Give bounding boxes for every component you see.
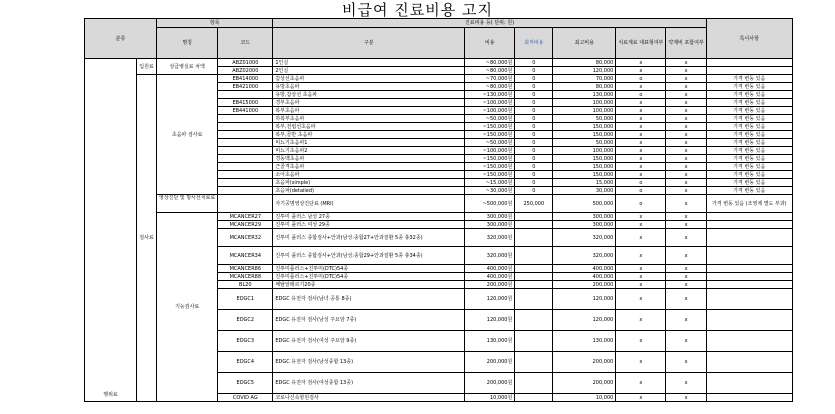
header-name: 명칭: [157, 28, 218, 59]
cell-cost: 320,000원: [465, 229, 515, 247]
cell-min: 0: [515, 59, 553, 67]
cell-code: MCANCER27: [218, 213, 273, 221]
cell-max: 120,000: [553, 310, 616, 331]
cell-note: 가격 변동 있음: [706, 139, 792, 147]
cell-division: 비뇨기초음파2: [273, 147, 465, 155]
cell-note: [706, 394, 792, 402]
cell-division: 코로나신속항원검사: [273, 394, 465, 402]
cell-division: 메탈알레르기20종: [273, 281, 465, 289]
cell-division: 하복부초음파: [273, 115, 465, 123]
cell-cost: ~100,000원: [465, 107, 515, 115]
cell-code: EDGC5: [218, 373, 273, 394]
cell-cost: ~80,000원: [465, 83, 515, 91]
cell-drug: x: [666, 310, 706, 331]
cell-rep: x: [616, 99, 666, 107]
cell-max: 50,000: [553, 139, 616, 147]
cell-rep: x: [616, 131, 666, 139]
cell-max: 200,000: [553, 373, 616, 394]
category-admission: 입원료: [137, 59, 157, 75]
cell-code: MCANCER88: [218, 273, 273, 281]
cell-code: EB421000: [218, 83, 273, 91]
cell-max: 80,000: [553, 83, 616, 91]
cell-cost: 130,000원: [465, 331, 515, 352]
cell-code: COVID AG: [218, 394, 273, 402]
cell-max: 150,000: [553, 123, 616, 131]
cell-rep: x: [616, 352, 666, 373]
cell-rep: x: [616, 289, 666, 310]
cell-cost: ~500,000원: [465, 195, 515, 213]
cell-cost: 300,000원: [465, 221, 515, 229]
cell-drug: x: [666, 91, 706, 99]
cell-max: 320,000: [553, 229, 616, 247]
cell-min: 0: [515, 187, 553, 195]
cell-drug: x: [666, 373, 706, 394]
cell-division: 경동맥초음파: [273, 155, 465, 163]
cell-max: 300,000: [553, 221, 616, 229]
name-room: 상급병실료 차액: [157, 59, 218, 75]
cell-rep: x: [616, 163, 666, 171]
cell-min: 0: [515, 163, 553, 171]
cell-code: BL20: [218, 281, 273, 289]
cell-drug: x: [666, 273, 706, 281]
cell-rep: x: [616, 221, 666, 229]
header-max-cost: 최고비용: [553, 28, 616, 59]
cell-min: 0: [515, 91, 553, 99]
cell-division: EDGC 유전자 검사(남성 주요암 7종): [273, 310, 465, 331]
cell-division: 2인실: [273, 67, 465, 75]
cell-drug: x: [666, 179, 706, 187]
cell-min: 0: [515, 139, 553, 147]
cell-note: [706, 289, 792, 310]
cell-cost: ~30,000원: [465, 187, 515, 195]
cell-rep: x: [616, 147, 666, 155]
cell-note: 가격 변동 있음: [706, 155, 792, 163]
cell-min: [515, 221, 553, 229]
cell-drug: x: [666, 352, 706, 373]
cell-drug: x: [666, 289, 706, 310]
cell-min: 0: [515, 131, 553, 139]
cell-drug: x: [666, 213, 706, 221]
cell-rep: o: [616, 187, 666, 195]
cell-code: EDGC3: [218, 331, 273, 352]
cell-code: [218, 195, 273, 213]
cell-division: 복부,골반 초음파: [273, 131, 465, 139]
cell-min: [515, 373, 553, 394]
cell-drug: x: [666, 99, 706, 107]
cell-division: EDGC 유전자 검사(남녀 공통 8종): [273, 289, 465, 310]
header-min-cost: 최저비용: [515, 28, 553, 59]
cell-drug: x: [666, 123, 706, 131]
cell-note: 가격 변동 있음: [706, 187, 792, 195]
cell-drug: x: [666, 107, 706, 115]
cell-min: 0: [515, 115, 553, 123]
cell-note: [706, 310, 792, 331]
cell-rep: x: [616, 331, 666, 352]
cell-drug: x: [666, 187, 706, 195]
cell-cost: ~150,000원: [465, 123, 515, 131]
cell-min: [515, 281, 553, 289]
table-row: [85, 59, 793, 67]
cell-cost: ~50,000원: [465, 115, 515, 123]
cell-max: 100,000: [553, 99, 616, 107]
cell-division: 갑상선초음파: [273, 75, 465, 83]
cell-drug: x: [666, 155, 706, 163]
cell-min: [515, 352, 553, 373]
cell-drug: x: [666, 163, 706, 171]
cell-code: [218, 163, 273, 171]
cell-rep: o: [616, 179, 666, 187]
cell-min: 250,000: [515, 195, 553, 213]
cell-note: 가격 변동 있음: [706, 99, 792, 107]
cell-cost: ~80,000원: [465, 59, 515, 67]
cell-cost: 300,000원: [465, 213, 515, 221]
cell-max: 200,000: [553, 281, 616, 289]
cell-division: 초음파(simple): [273, 179, 465, 187]
cell-rep: x: [616, 373, 666, 394]
header-cost: 비용: [465, 28, 515, 59]
cell-rep: x: [616, 115, 666, 123]
header-cost-group: 진료비용 등( 단위: 원): [273, 19, 706, 28]
cell-drug: x: [666, 115, 706, 123]
cell-note: 가격 변동 있음: [706, 163, 792, 171]
cell-rep: o: [616, 91, 666, 99]
cell-cost: 200,000원: [465, 373, 515, 394]
cell-rep: o: [616, 75, 666, 83]
cell-code: EB415000: [218, 99, 273, 107]
cell-note: [706, 221, 792, 229]
cell-division: 복부,전립선초음파: [273, 123, 465, 131]
cell-code: [218, 171, 273, 179]
cell-code: [218, 115, 273, 123]
cell-note: 가격 변동 있음: [706, 123, 792, 131]
name-functional: 기능검사료: [157, 213, 218, 402]
cell-cost: 200,000원: [465, 281, 515, 289]
cell-note: 가격 변동 있음: [706, 179, 792, 187]
cell-rep: x: [616, 273, 666, 281]
cell-code: ABZ01000: [218, 59, 273, 67]
cell-max: 15,000: [553, 179, 616, 187]
cell-drug: x: [666, 247, 706, 265]
category-exam: 검사료: [137, 75, 157, 402]
cell-drug: x: [666, 229, 706, 247]
cell-max: 500,000: [553, 195, 616, 213]
cell-max: 150,000: [553, 155, 616, 163]
cell-division: 진투미플러스+진투미(DTC)54종: [273, 273, 465, 281]
cell-code: [218, 123, 273, 131]
cell-rep: x: [616, 107, 666, 115]
cell-cost: 400,000원: [465, 273, 515, 281]
cell-division: 유방,갑상선 초음파: [273, 91, 465, 99]
cell-max: 120,000: [553, 67, 616, 75]
cell-max: 30,000: [553, 187, 616, 195]
cell-drug: x: [666, 59, 706, 67]
cell-cost: 320,000원: [465, 247, 515, 265]
cell-cost: ~130,000원: [465, 91, 515, 99]
cell-rep: x: [616, 229, 666, 247]
cell-code: EDGC4: [218, 352, 273, 373]
cell-max: 130,000: [553, 331, 616, 352]
cell-rep: x: [616, 171, 666, 179]
cell-max: 200,000: [553, 352, 616, 373]
cell-max: 70,000: [553, 75, 616, 83]
cell-note: 가격 변동 있음: [706, 107, 792, 115]
cell-cost: ~150,000원: [465, 163, 515, 171]
cell-cost: 10,000원: [465, 394, 515, 402]
cell-division: 진투미 플러스 남성 27종: [273, 213, 465, 221]
cell-cost: ~150,000원: [465, 131, 515, 139]
cell-min: 0: [515, 107, 553, 115]
cell-cost: 200,000원: [465, 352, 515, 373]
cell-min: 0: [515, 155, 553, 163]
cell-drug: x: [666, 195, 706, 213]
cell-min: [515, 310, 553, 331]
cell-code: MCANCER34: [218, 247, 273, 265]
cell-min: 0: [515, 83, 553, 91]
cell-cost: ~100,000원: [465, 147, 515, 155]
cell-note: 가격 변동 있음: [706, 91, 792, 99]
cell-drug: x: [666, 75, 706, 83]
cell-code: [218, 187, 273, 195]
cell-division: 근골격초음파: [273, 163, 465, 171]
cell-note: [706, 373, 792, 394]
cell-max: 400,000: [553, 265, 616, 273]
cell-max: 80,000: [553, 59, 616, 67]
cell-cost: ~150,000원: [465, 171, 515, 179]
cell-min: [515, 289, 553, 310]
cell-division: 경부초음파: [273, 99, 465, 107]
cell-division: 복부초음파: [273, 107, 465, 115]
category-procedure: 행위료: [85, 59, 137, 402]
cell-min: 0: [515, 67, 553, 75]
cell-min: [515, 394, 553, 402]
cell-note: [706, 229, 792, 247]
cell-division: 진투미 플러스 종합검사+안과(남성:종합27+안과질환 5종 총32종): [273, 229, 465, 247]
cell-rep: x: [616, 59, 666, 67]
cell-rep: o: [616, 195, 666, 213]
cell-note: [706, 59, 792, 67]
cell-cost: ~15,000원: [465, 179, 515, 187]
cell-max: 130,000: [553, 91, 616, 99]
name-ultrasound: 초음파 검사료: [157, 75, 218, 195]
cell-max: 100,000: [553, 147, 616, 155]
cell-rep: x: [616, 394, 666, 402]
cell-note: 가격 변동 있음: [706, 83, 792, 91]
cell-max: 120,000: [553, 289, 616, 310]
cell-rep: x: [616, 213, 666, 221]
cell-note: 가격 변동 있음: [706, 115, 792, 123]
cell-note: [706, 213, 792, 221]
cell-drug: x: [666, 394, 706, 402]
cell-note: 가격 변동 있음 (조영제 별도 부과): [706, 195, 792, 213]
cell-cost: 400,000원: [465, 265, 515, 273]
cell-min: 0: [515, 123, 553, 131]
cell-note: [706, 273, 792, 281]
cell-cost: ~70,000원: [465, 75, 515, 83]
cell-code: [218, 147, 273, 155]
table-row: [85, 213, 793, 221]
cell-drug: x: [666, 67, 706, 75]
cell-drug: x: [666, 331, 706, 352]
cell-note: 가격 변동 있음: [706, 147, 792, 155]
cell-division: 1인실: [273, 59, 465, 67]
cell-rep: x: [616, 123, 666, 131]
cell-cost: ~150,000원: [465, 155, 515, 163]
cell-code: EDGC1: [218, 289, 273, 310]
cell-code: [218, 179, 273, 187]
cell-min: [515, 213, 553, 221]
cell-note: [706, 247, 792, 265]
header-item-group: 항목: [157, 19, 273, 28]
cell-note: 가격 변동 있음: [706, 131, 792, 139]
cell-cost: ~50,000원: [465, 139, 515, 147]
cell-min: 0: [515, 99, 553, 107]
cell-drug: x: [666, 147, 706, 155]
cell-division: 진투미 플러스 여성 29종: [273, 221, 465, 229]
cell-note: [706, 352, 792, 373]
page-title: 비급여 진료비용 고지: [342, 1, 493, 19]
cell-cost: ~100,000원: [465, 99, 515, 107]
cell-max: 300,000: [553, 213, 616, 221]
cell-code: [218, 139, 273, 147]
cell-division: EDGC 유전자 검사(여성 주요암 9종): [273, 331, 465, 352]
cell-note: [706, 67, 792, 75]
header-drug-included: 약제비 포함여부: [666, 28, 706, 59]
cell-note: [706, 265, 792, 273]
fee-table: [84, 18, 793, 402]
cell-drug: x: [666, 83, 706, 91]
table-row: [85, 195, 793, 213]
cell-division: EDGC 유전자 검사(남성종합 13종): [273, 352, 465, 373]
cell-note: [706, 331, 792, 352]
cell-code: [218, 91, 273, 99]
cell-drug: x: [666, 131, 706, 139]
cell-rep: x: [616, 281, 666, 289]
cell-rep: x: [616, 247, 666, 265]
cell-drug: x: [666, 139, 706, 147]
cell-rep: x: [616, 310, 666, 331]
cell-max: 320,000: [553, 247, 616, 265]
cell-max: 150,000: [553, 131, 616, 139]
cell-max: 150,000: [553, 171, 616, 179]
cell-rep: x: [616, 265, 666, 273]
table-row: [85, 75, 793, 83]
cell-min: 0: [515, 171, 553, 179]
cell-min: [515, 247, 553, 265]
header-rep-type: 치료재료 대표형여부: [616, 28, 666, 59]
cell-division: 비뇨기초음파1: [273, 139, 465, 147]
header-category: 분류: [85, 19, 157, 59]
cell-min: [515, 273, 553, 281]
cell-cost: 120,000원: [465, 289, 515, 310]
cell-min: [515, 229, 553, 247]
cell-cost: 120,000원: [465, 310, 515, 331]
cell-min: 0: [515, 179, 553, 187]
cell-division: 진투미플러스+진투미(DTC)54종: [273, 265, 465, 273]
cell-drug: x: [666, 281, 706, 289]
cell-code: MCANCER86: [218, 265, 273, 273]
cell-min: 0: [515, 147, 553, 155]
cell-division: 자기공명영상진단료 (MRI): [273, 195, 465, 213]
cell-note: 가격 변동 있음: [706, 171, 792, 179]
table-body: [85, 59, 793, 402]
cell-cost: ~80,000원: [465, 67, 515, 75]
cell-note: [706, 281, 792, 289]
cell-division: 소아초음파: [273, 171, 465, 179]
cell-rep: x: [616, 83, 666, 91]
cell-drug: x: [666, 221, 706, 229]
cell-rep: x: [616, 67, 666, 75]
cell-max: 10,000: [553, 394, 616, 402]
cell-division: 유방초음파: [273, 83, 465, 91]
cell-code: EB441000: [218, 107, 273, 115]
cell-note: 가격 변동 있음: [706, 75, 792, 83]
cell-min: [515, 331, 553, 352]
cell-max: 100,000: [553, 107, 616, 115]
cell-max: 50,000: [553, 115, 616, 123]
cell-division: EDGC 유전자 검사(여성종합 13종): [273, 373, 465, 394]
cell-drug: x: [666, 265, 706, 273]
cell-max: 150,000: [553, 163, 616, 171]
cell-code: MCANCER32: [218, 229, 273, 247]
cell-code: EDGC2: [218, 310, 273, 331]
cell-rep: x: [616, 155, 666, 163]
cell-drug: x: [666, 171, 706, 179]
cell-code: EB414000: [218, 75, 273, 83]
header-notes: 특이사항: [706, 19, 792, 59]
table-header: [85, 19, 793, 59]
cell-min: 0: [515, 75, 553, 83]
cell-code: [218, 131, 273, 139]
header-code: 코드: [218, 28, 273, 59]
header-division: 구분: [273, 28, 465, 59]
cell-code: [218, 155, 273, 163]
cell-min: [515, 265, 553, 273]
name-imaging: 영상진단 및 방사선치료료: [157, 195, 218, 213]
cell-division: 진투미 플러스 종합검사+안과(남성:종합29+안과질환 5종 총34종): [273, 247, 465, 265]
cell-max: 400,000: [553, 273, 616, 281]
cell-code: MCANCER29: [218, 221, 273, 229]
cell-code: ABZ02000: [218, 67, 273, 75]
cell-division: 초음파(detailed): [273, 187, 465, 195]
cell-rep: x: [616, 139, 666, 147]
